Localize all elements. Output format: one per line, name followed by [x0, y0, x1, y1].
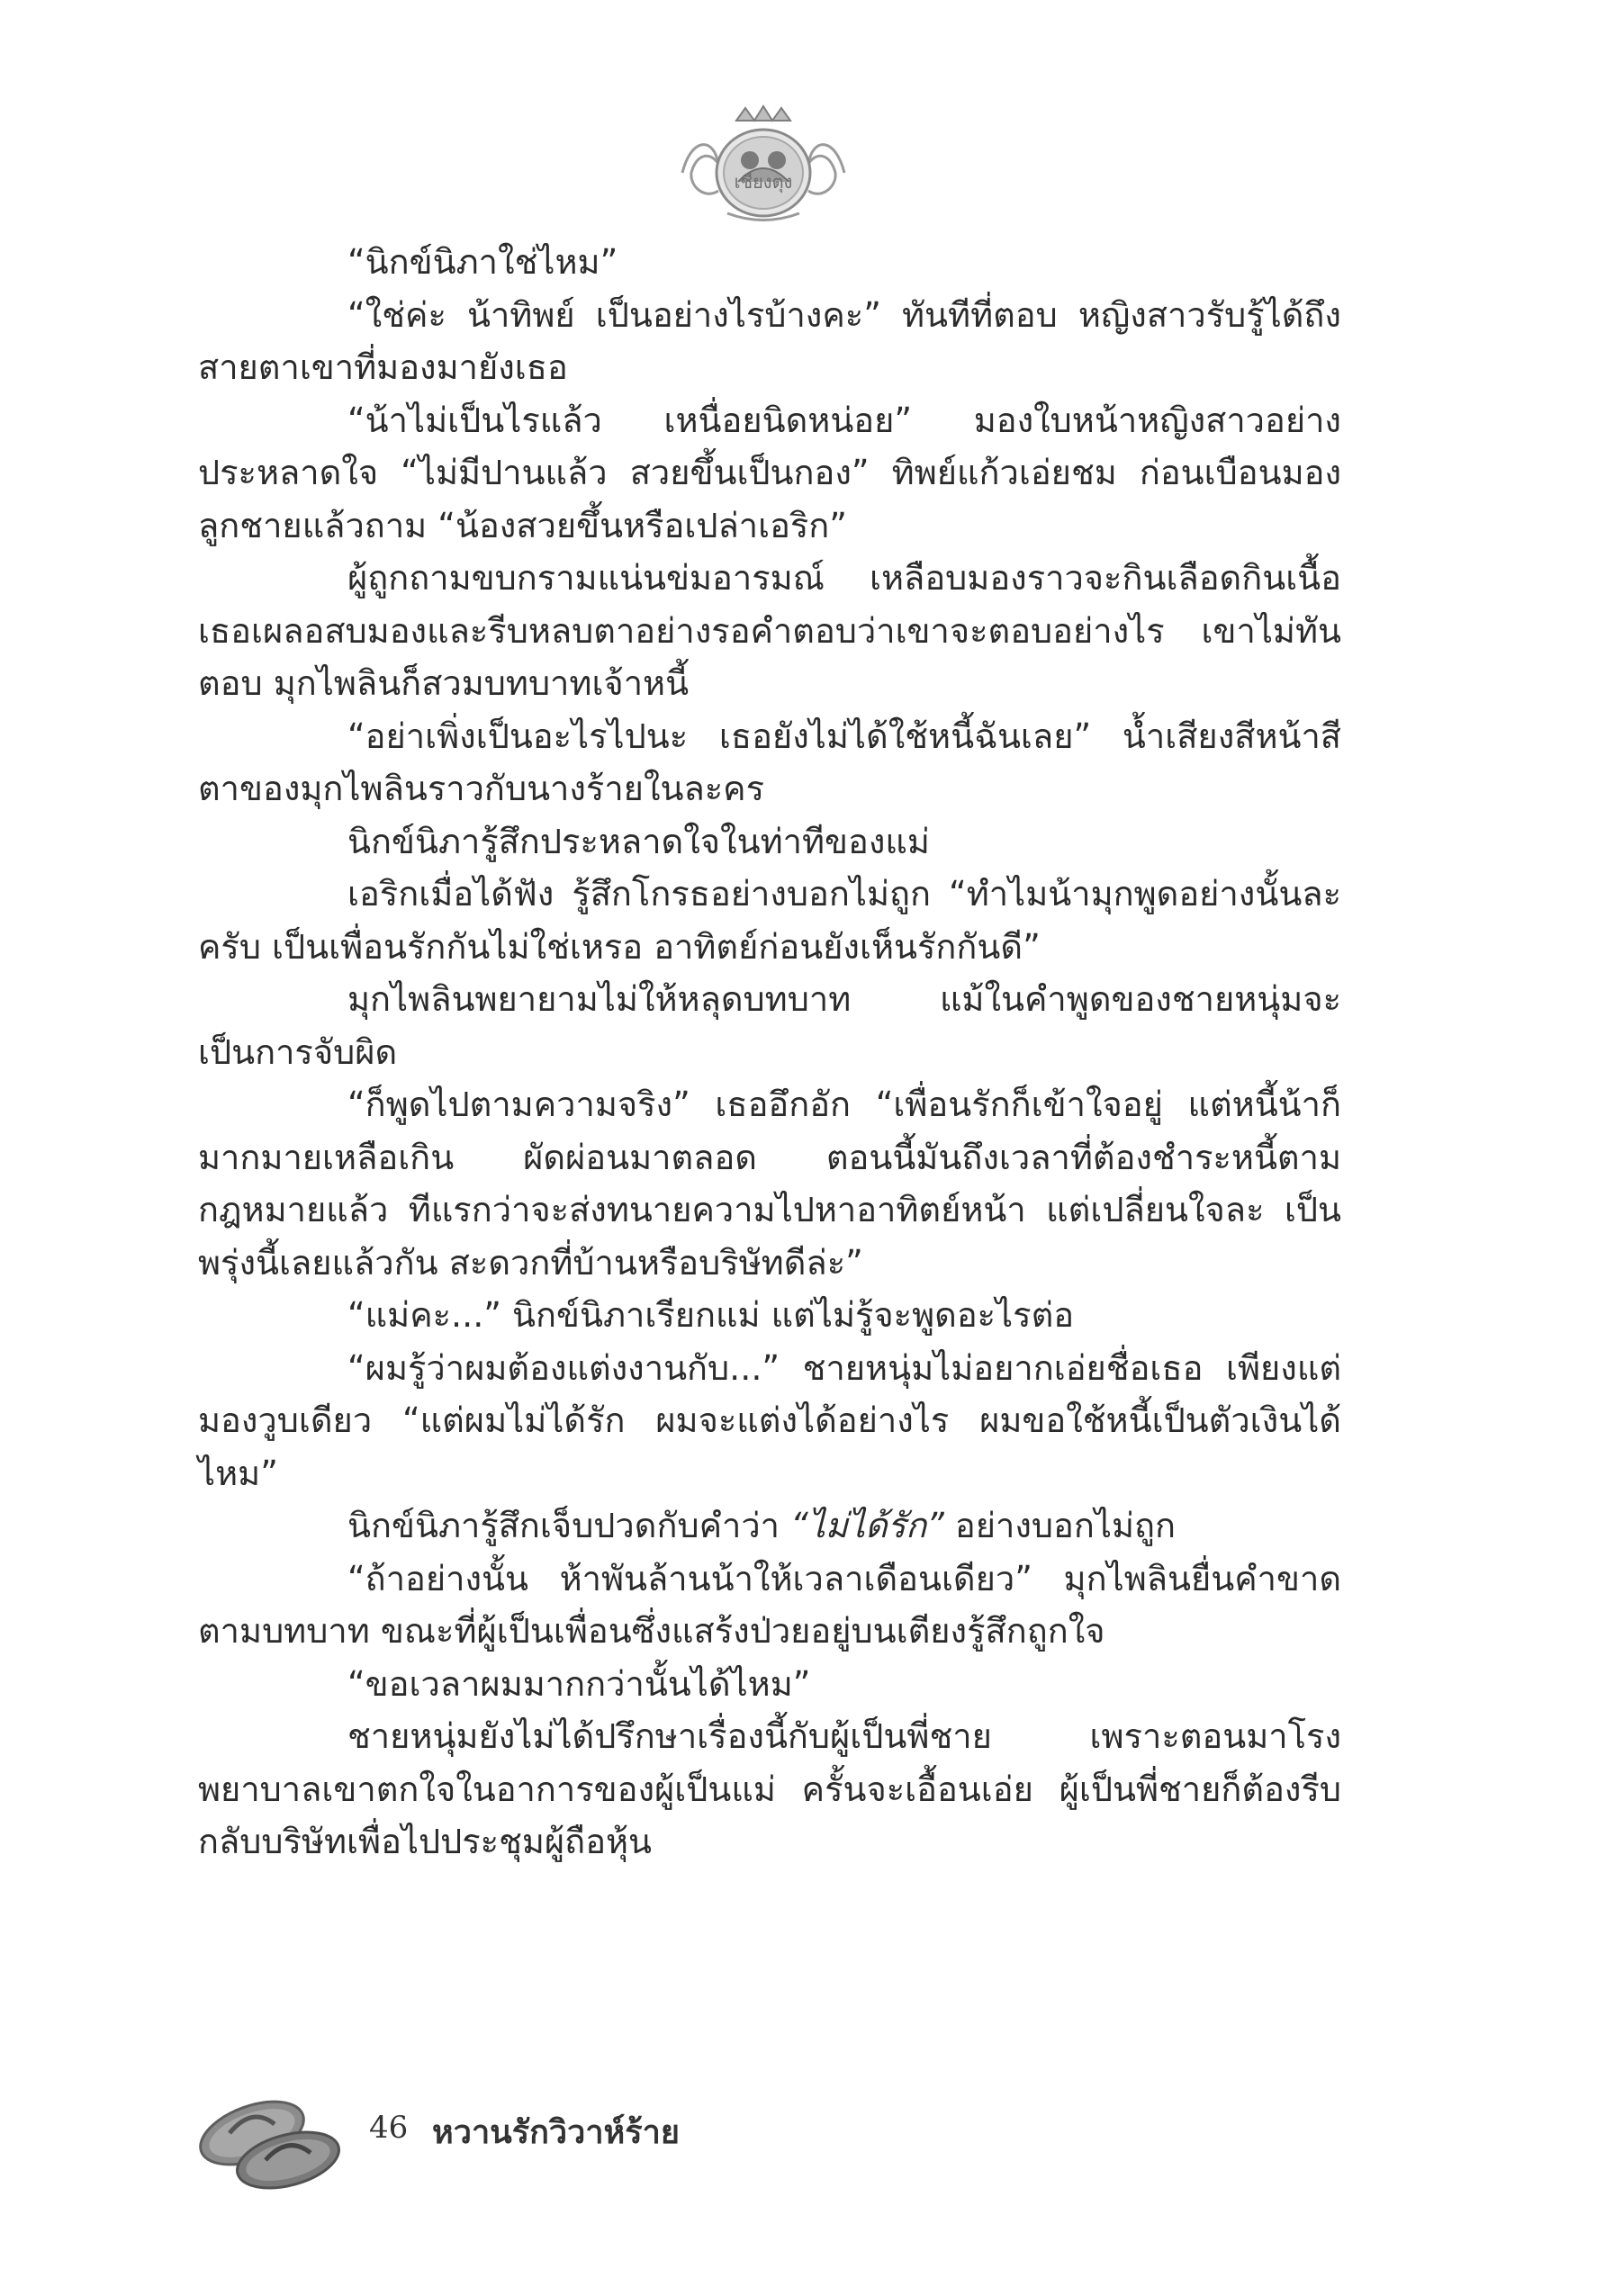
emblem-ornament-icon: [673, 101, 853, 227]
emblem-label: เชียงตุง: [734, 171, 793, 193]
paragraph: “น้าไม่เป็นไรแล้ว เหนื่อยนิดหน่อย” มองใบหน้าหญิงสาวอย่างประหลาดใจ “ไม่มีปานแล้ว สวยขึ้นเป็นกอง” ทิพย์แก้วเอ่ยชม ก่อนเบือนมองลูกชายแล้วถาม “น้องสวยขึ้นหรือเปล่าเอริก”: [198, 400, 1341, 545]
paragraph: มุกไพลินพยายามไม่ให้หลุดบทบาท แม้ในคำพูดของชายหนุ่มจะเป็นการจับผิด: [198, 979, 1341, 1072]
paragraph: “ผมรู้ว่าผมต้องแต่งงานกับ...” ชายหนุ่มไม่อยากเอ่ยชื่อเธอ เพียงแต่มองวูบเดียว “แต่ผมไม่ได้รัก ผมจะแต่งได้อย่างไร ผมขอใช้หนี้เป็นตัวเงินได้ไหม”: [198, 1347, 1341, 1493]
paragraph: ชายหนุ่มยังไม่ได้ปรึกษาเรื่องนี้กับผู้เป็นพี่ชาย เพราะตอนมาโรงพยาบาลเขาตกใจในอาการของผู้เป็นแม่ ครั้นจะเอื้อนเอ่ย ผู้เป็นพี่ชายก็ต้องรีบกลับบริษัทเพื่อไปประชุมผู้ถือหุ้น: [198, 1716, 1341, 1861]
header-emblem: [673, 101, 853, 227]
italic-phrase: “ไม่ได้รัก”: [790, 1506, 944, 1545]
paragraph-text-before: นิกข์นิภารู้สึกเจ็บปวดกับคำว่า: [347, 1506, 791, 1545]
paragraph: “ขอเวลาผมมากกว่านั้นได้ไหม”: [347, 1663, 811, 1704]
page-footer: [189, 2070, 819, 2187]
page-number: 46: [369, 2110, 409, 2146]
sandals-icon: [189, 2070, 351, 2196]
paragraph: “ก็พูดไปตามความจริง” เธออึกอัก “เพื่อนรักก็เข้าใจอยู่ แต่หนี้น้าก็มากมายเหลือเกิน ผัดผ่อนมาตลอด ตอนนี้มันถึงเวลาที่ต้องชำระหนี้ตามกฎหมายแล้ว ทีแรกว่าจะส่งทนายความไปหาอาทิตย์หน้า แต่เปลี่ยนใจละ เป็นพรุ่งนี้เลยแล้วกัน สะดวกที่บ้านหรือบริษัทดีล่ะ”: [198, 1085, 1341, 1283]
page-body: [198, 236, 1341, 1868]
paragraph: นิกข์นิภารู้สึกประหลาดใจในท่าทีของแม่: [347, 821, 930, 861]
paragraph: “นิกข์นิภาใช่ไหม”: [347, 242, 618, 282]
paragraph: “อย่าเพิ่งเป็นอะไรไปนะ เธอยังไม่ได้ใช้หนี้ฉันเลย” น้ำเสียงสีหน้าสีตาของมุกไพลินราวกับนางร้ายในละคร: [198, 716, 1341, 808]
paragraph: “แม่คะ...” นิกข์นิภาเรียกแม่ แต่ไม่รู้จะพูดอะไรต่อ: [347, 1295, 1075, 1335]
book-title: หวานรักวิวาห์ร้าย: [432, 2114, 680, 2151]
paragraph: เอริกเมื่อได้ฟัง รู้สึกโกรธอย่างบอกไม่ถูก “ทำไมน้ามุกพูดอย่างนั้นละครับ เป็นเพื่อนรักกันไม่ใช่เหรอ อาทิตย์ก่อนยังเห็นรักกันดี”: [198, 874, 1341, 967]
paragraph: “ใช่ค่ะ น้าทิพย์ เป็นอย่างไรบ้างคะ” ทันทีที่ตอบ หญิงสาวรับรู้ได้ถึงสายตาเขาที่มองมายังเธอ: [198, 294, 1341, 387]
paragraph-with-italic: [198, 1499, 1341, 1553]
paragraph-text-after: อย่างบอกไม่ถูก: [943, 1506, 1177, 1545]
paragraph: “ถ้าอย่างนั้น ห้าพันล้านน้าให้เวลาเดือนเดียว” มุกไพลินยื่นคำขาดตามบทบาท ขณะที่ผู้เป็นเพื่อนซึ่งแสร้งป่วยอยู่บนเตียงรู้สึกถูกใจ: [198, 1558, 1341, 1651]
paragraph: ผู้ถูกถามขบกรามแน่นข่มอารมณ์ เหลือบมองราวจะกินเลือดกินเนื้อ เธอเผลอสบมองและรีบหลบตาอย่างรอคำตอบว่าเขาจะตอบอย่างไร เขาไม่ทันตอบ มุกไพลินก็สวมบทบาทเจ้าหนี้: [198, 558, 1341, 703]
